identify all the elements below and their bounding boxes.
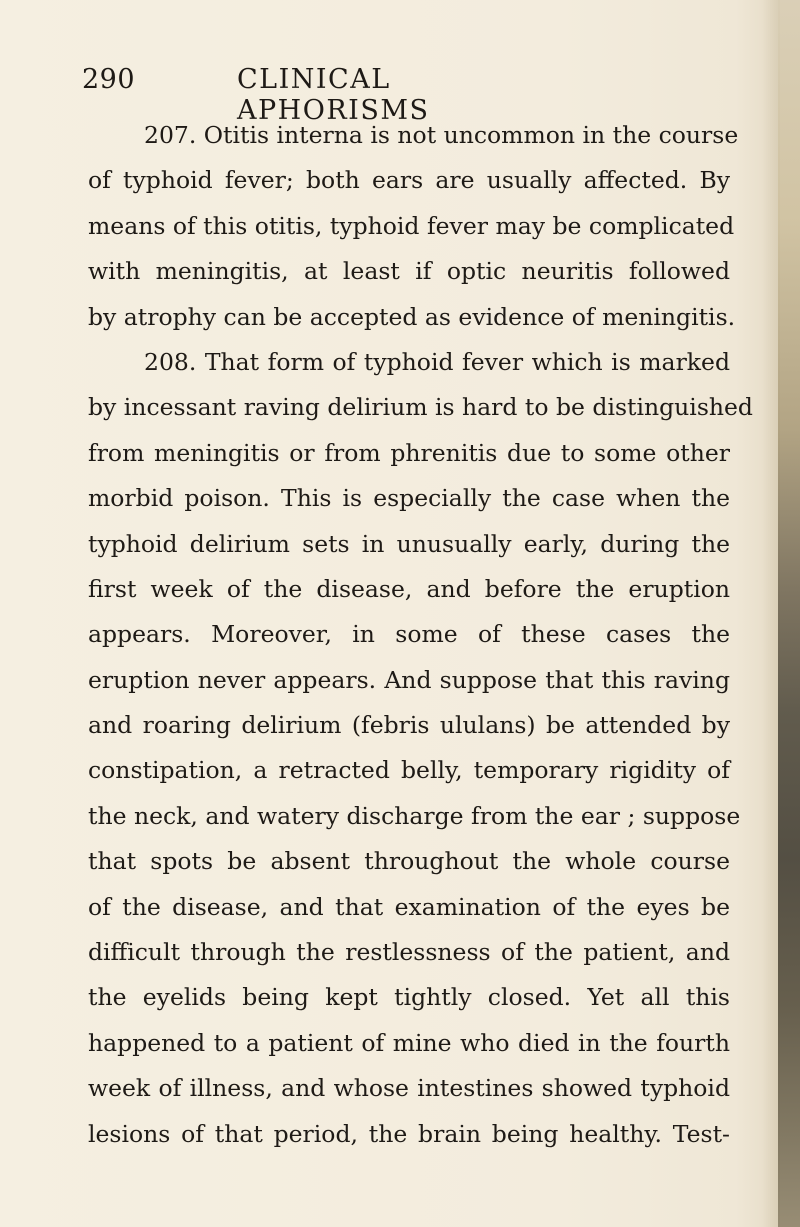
text-line: that spots be absent throughout the whole course xyxy=(88,847,730,876)
text-line: 207. Otitis interna is not uncommon in the course xyxy=(144,121,739,149)
running-head xyxy=(82,64,552,126)
text-line: eruption never appears. And suppose that this raving xyxy=(88,665,730,694)
text-line: the neck, and watery discharge from the ear ; suppose xyxy=(88,801,741,830)
text-line: from meningitis or from phrenitis due to some other xyxy=(88,438,730,467)
running-title: CLINICAL APHORISMS xyxy=(237,64,430,126)
text-line: with meningitis, at least if optic neuritis followed xyxy=(88,257,730,286)
text-line: first week of the disease, and before the eruption xyxy=(88,574,730,603)
text-line: the eyelids being kept tightly closed. Yet all this xyxy=(88,983,730,1012)
text-line: constipation, a retracted belly, temporary rigidity of xyxy=(88,756,730,785)
text-line: appears. Moreover, in some of these cases the xyxy=(88,620,730,649)
text-line: week of illness, and whose intestines showed typhoid xyxy=(88,1074,730,1103)
body-text xyxy=(88,113,753,1157)
text-line: 208. That form of typhoid fever which is marked xyxy=(144,347,730,376)
text-line: difficult through the restlessness of the patient, and xyxy=(88,938,730,967)
text-line: and roaring delirium (febris ululans) be attended by xyxy=(88,711,730,740)
text-line: by incessant raving delirium is hard to be distinguished xyxy=(88,393,753,422)
text-line: of the disease, and that examination of the eyes be xyxy=(88,892,730,921)
page-edge-shadow xyxy=(778,0,800,1227)
text-line: by atrophy can be accepted as evidence of meningitis. xyxy=(88,302,736,331)
page-number: 290 xyxy=(82,64,136,95)
text-line: lesions of that period, the brain being healthy. Test- xyxy=(88,1119,730,1148)
text-line: means of this otitis, typhoid fever may be complicated xyxy=(88,211,735,240)
text-line: morbid poison. This is especially the case when the xyxy=(88,484,730,513)
text-line: typhoid delirium sets in unusually early, during the xyxy=(88,529,730,558)
text-line: of typhoid fever; both ears are usually affected. By xyxy=(88,166,730,195)
text-line: happened to a patient of mine who died in the fourth xyxy=(88,1028,730,1057)
